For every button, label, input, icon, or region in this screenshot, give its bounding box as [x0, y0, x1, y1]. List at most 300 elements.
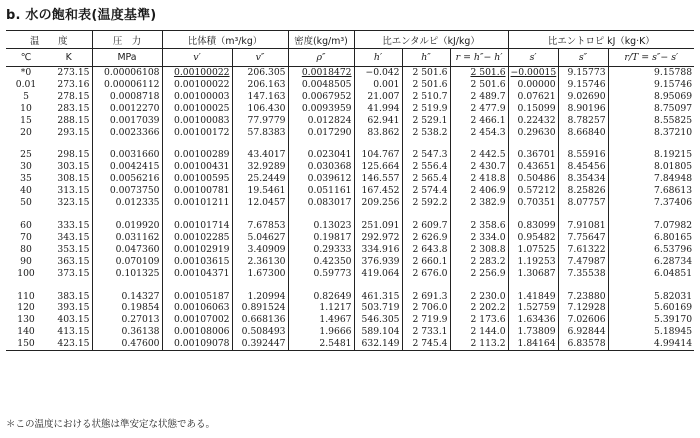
- table-cell: 2 406.9: [450, 185, 508, 197]
- table-cell: 5.04627: [232, 232, 288, 244]
- table-cell: 140: [17, 326, 35, 338]
- table-cell: 209.256: [354, 197, 402, 209]
- table-cell: 0.00100172: [162, 127, 232, 139]
- footnote: ＊この温度における状態は準安定な状態である。: [6, 419, 216, 430]
- table-row: [6, 314, 694, 326]
- header-density: 密度(kg/m³): [288, 31, 354, 49]
- table-cell: 0.82649: [288, 291, 354, 303]
- table-cell: 7.37406: [608, 197, 694, 209]
- table-cell: 1.9666: [288, 326, 354, 338]
- table-cell: 7.02606: [558, 314, 608, 326]
- table-cell: 413.15: [57, 326, 90, 338]
- table-cell: 1.41849: [508, 291, 558, 303]
- table-cell: 1.63436: [508, 314, 558, 326]
- table-cell: 1.1217: [288, 302, 354, 314]
- header-entropy: 比エントロピ kJ（kg·K）: [508, 31, 694, 49]
- table-row: [6, 185, 694, 197]
- table-cell: 6.83578: [558, 338, 608, 350]
- header-rho: ρ″: [288, 49, 354, 67]
- table-cell: 0.00100003: [162, 91, 232, 103]
- table-cell: 0.29333: [288, 244, 354, 256]
- table-cell: 8.25826: [558, 185, 608, 197]
- table-cell: 2 442.5: [450, 149, 508, 161]
- table-cell: 376.939: [354, 256, 402, 268]
- table-cell: 0.392447: [232, 338, 288, 350]
- table-cell: 288.15: [57, 114, 90, 126]
- table-cell: 2 382.9: [450, 197, 508, 209]
- table-cell: 0.017290: [288, 127, 354, 139]
- table-cell: 6.28734: [608, 256, 694, 268]
- table-cell: 1.19253: [508, 256, 558, 268]
- table-cell: 546.305: [354, 314, 402, 326]
- table-cell: 4.99414: [608, 338, 694, 350]
- table-cell: 0.50486: [508, 173, 558, 185]
- table-cell: 2 501.6: [402, 79, 450, 91]
- table-cell: 2 706.0: [402, 302, 450, 314]
- table-cell: 2.5481: [288, 338, 354, 350]
- table-row: [6, 291, 694, 303]
- table-cell: 2 510.7: [402, 91, 450, 103]
- table-cell: 0.051161: [288, 185, 354, 197]
- table-cell: 0.00100431: [162, 161, 232, 173]
- table-cell: 146.557: [354, 173, 402, 185]
- group-spacer: [6, 209, 694, 220]
- table-cell: 0.023041: [288, 149, 354, 161]
- table-cell: 147.163: [232, 91, 288, 103]
- header-row-symbols: [6, 49, 694, 67]
- table-cell: 1.73809: [508, 326, 558, 338]
- table-cell: 251.091: [354, 220, 402, 232]
- table-cell: 43.4017: [232, 149, 288, 161]
- table-cell: 7.67853: [232, 220, 288, 232]
- group-spacer: [6, 138, 694, 149]
- header-celsius: ℃: [6, 49, 46, 67]
- table-cell: 2 256.9: [450, 268, 508, 280]
- table-cell: 0.012335: [92, 197, 162, 209]
- table-row: [6, 173, 694, 185]
- table-cell: 363.15: [57, 255, 90, 267]
- table-cell: 0.0023366: [92, 127, 162, 139]
- table-row: [6, 79, 694, 91]
- table-cell: 2 609.7: [402, 220, 450, 232]
- table-cell: 7.68613: [608, 185, 694, 197]
- table-cell: 2 144.0: [450, 326, 508, 338]
- header-temperature: 温 度: [6, 31, 92, 49]
- table-cell: 333.15: [57, 219, 90, 231]
- table-cell: 0.012824: [288, 115, 354, 127]
- table-cell: 5.60169: [608, 302, 694, 314]
- table-cell: 2 113.2: [450, 338, 508, 350]
- table-cell: 403.15: [57, 314, 90, 326]
- table-cell: 0.030368: [288, 161, 354, 173]
- table-cell: 6.53796: [608, 244, 694, 256]
- table-cell: 273.15: [57, 67, 90, 78]
- table-cell: 2 308.8: [450, 244, 508, 256]
- table-cell: 9.15746: [608, 79, 694, 91]
- table-cell: 293.15: [57, 126, 90, 138]
- table-cell: 0.22432: [508, 115, 558, 127]
- table-cell: 9.02690: [558, 91, 608, 103]
- table-cell: 62.941: [354, 115, 402, 127]
- table-cell: 35: [20, 173, 32, 185]
- table-cell: 8.55825: [608, 115, 694, 127]
- table-cell: 2 430.7: [450, 161, 508, 173]
- table-cell: 2 529.1: [402, 115, 450, 127]
- table-row: [6, 244, 694, 256]
- table-cell: 2 733.1: [402, 326, 450, 338]
- table-cell: 0.83099: [508, 220, 558, 232]
- table-cell: 20: [20, 126, 32, 138]
- table-cell: 120: [17, 302, 35, 314]
- table-cell: 7.61322: [558, 244, 608, 256]
- table-cell: 1.84164: [508, 338, 558, 350]
- table-cell: 0.19817: [288, 232, 354, 244]
- table-cell: 2 501.6: [402, 67, 450, 79]
- table-cell: 0.0093959: [288, 103, 354, 115]
- table-cell: 2 626.9: [402, 232, 450, 244]
- table-row: [6, 326, 694, 338]
- table-cell: 7.23880: [558, 291, 608, 303]
- table-cell: 1.20994: [232, 291, 288, 303]
- table-cell: 100: [17, 267, 35, 279]
- table-cell: 0.0042415: [92, 161, 162, 173]
- table-cell: 7.75647: [558, 232, 608, 244]
- table-cell: 393.15: [57, 302, 90, 314]
- table-cell: 2 489.7: [450, 91, 508, 103]
- table-cell: 0.0048505: [288, 79, 354, 91]
- table-cell: 0.083017: [288, 197, 354, 209]
- table-cell: 2 519.9: [402, 103, 450, 115]
- table-cell: 110: [17, 290, 35, 302]
- table-cell: 2.36130: [232, 256, 288, 268]
- table-cell: 298.15: [57, 149, 90, 161]
- header-v2: v″: [232, 49, 288, 67]
- table-cell: 0.14327: [92, 291, 162, 303]
- table-cell: 2 230.0: [450, 291, 508, 303]
- table-cell: 5.18945: [608, 326, 694, 338]
- table-cell: 3.40909: [232, 244, 288, 256]
- table-row: [6, 161, 694, 173]
- table-cell: 2 538.2: [402, 127, 450, 139]
- table-cell: 8.55916: [558, 149, 608, 161]
- header-mpa: MPa: [92, 49, 162, 67]
- table-cell: 0.00105187: [162, 291, 232, 303]
- table-row: [6, 302, 694, 314]
- table-cell: 2 745.4: [402, 338, 450, 350]
- table-cell: 8.35434: [558, 173, 608, 185]
- table-cell: 1.52759: [508, 302, 558, 314]
- table-row: [6, 197, 694, 209]
- table-cell: 50: [20, 197, 32, 209]
- table-cell: 90: [20, 255, 32, 267]
- header-specific-volume: 比体積（m³/kg）: [162, 31, 288, 49]
- table-row: [6, 256, 694, 268]
- table-cell: 2 660.1: [402, 256, 450, 268]
- table-cell: 2 574.4: [402, 185, 450, 197]
- table-cell: 2 334.0: [450, 232, 508, 244]
- header-h2: h″: [402, 49, 450, 67]
- table-cell: 353.15: [57, 243, 90, 255]
- table-cell: 0.019920: [92, 220, 162, 232]
- table-cell: 0.36701: [508, 149, 558, 161]
- table-cell: 0.101325: [92, 268, 162, 280]
- table-cell: 0.001: [354, 79, 402, 91]
- table-cell: 0.70351: [508, 197, 558, 209]
- table-cell: 6.04851: [608, 268, 694, 280]
- table-body: [6, 67, 694, 351]
- header-r: r = h″− h′: [450, 49, 508, 67]
- header-v1: v′: [162, 49, 232, 67]
- table-cell: 104.767: [354, 149, 402, 161]
- saturation-table: [6, 30, 694, 351]
- table-cell: 8.19215: [608, 149, 694, 161]
- header-h1: h′: [354, 49, 402, 67]
- table-cell: 9.15746: [558, 79, 608, 91]
- table-row: [6, 91, 694, 103]
- table-cell: 125.664: [354, 161, 402, 173]
- table-cell: 461.315: [354, 291, 402, 303]
- table-cell: 5.39170: [608, 314, 694, 326]
- table-cell: 0.36138: [92, 326, 162, 338]
- table-cell: 303.15: [57, 161, 90, 173]
- table-cell: 0.00102919: [162, 244, 232, 256]
- table-cell: 2 676.0: [402, 268, 450, 280]
- table-cell: 77.9779: [232, 115, 288, 127]
- header-row-main: [6, 31, 694, 49]
- header-enthalpy: 比エンタルピ（kJ/kg）: [354, 31, 508, 49]
- table-cell: 12.0457: [232, 197, 288, 209]
- table-cell: 0.00006112: [92, 79, 162, 91]
- header-pressure: 圧 力: [92, 31, 162, 49]
- table-cell: 7.35538: [558, 268, 608, 280]
- table-cell: 9.15788: [608, 67, 694, 79]
- table-cell: 2 358.6: [450, 220, 508, 232]
- table-cell: 0.00107002: [162, 314, 232, 326]
- table-cell: 7.84948: [608, 173, 694, 185]
- table-cell: 206.305: [232, 67, 288, 79]
- table-cell: 283.15: [57, 102, 90, 114]
- table-row: [6, 220, 694, 232]
- table-cell: 0.00104371: [162, 268, 232, 280]
- table-cell: 1.67300: [232, 268, 288, 280]
- table-cell: 8.66840: [558, 127, 608, 139]
- table-cell: 130: [17, 314, 35, 326]
- table-cell: 83.862: [354, 127, 402, 139]
- table-cell: 0.00100022: [162, 67, 232, 79]
- table-cell: 632.149: [354, 338, 402, 350]
- table-cell: 2 719.9: [402, 314, 450, 326]
- table-row: [6, 127, 694, 139]
- table-cell: 0.508493: [232, 326, 288, 338]
- table-cell: 0.00100083: [162, 115, 232, 127]
- table-cell: 2 202.2: [450, 302, 508, 314]
- table-cell: 0.00101211: [162, 197, 232, 209]
- table-cell: 2 501.6: [450, 67, 508, 79]
- table-cell: 0.00100022: [162, 79, 232, 91]
- table-cell: 0.047360: [92, 244, 162, 256]
- table-cell: 0.29630: [508, 127, 558, 139]
- table-cell: 2 454.3: [450, 127, 508, 139]
- table-cell: 25.2449: [232, 173, 288, 185]
- table-row: [6, 149, 694, 161]
- table-cell: 70: [20, 231, 32, 243]
- table-cell: 2 547.3: [402, 149, 450, 161]
- table-cell: 2 477.9: [450, 103, 508, 115]
- table-cell: 0.43651: [508, 161, 558, 173]
- table-cell: 2 283.2: [450, 256, 508, 268]
- table-cell: 8.90196: [558, 103, 608, 115]
- table-cell: 21.007: [354, 91, 402, 103]
- table-cell: 57.8383: [232, 127, 288, 139]
- table-cell: 8.01805: [608, 161, 694, 173]
- table-cell: 7.12928: [558, 302, 608, 314]
- table-cell: 150: [6, 338, 46, 350]
- table-cell: 0.00006108: [92, 67, 162, 79]
- table-cell: 589.104: [354, 326, 402, 338]
- table-cell: 423.15: [46, 338, 92, 350]
- table-cell: 0.0018472: [288, 67, 354, 79]
- table-cell: 0.00100781: [162, 185, 232, 197]
- table-cell: 2 592.2: [402, 197, 450, 209]
- table-row: [6, 115, 694, 127]
- table-cell: 292.972: [354, 232, 402, 244]
- table-cell: 278.15: [57, 90, 90, 102]
- table-cell: 308.15: [57, 173, 90, 185]
- table-cell: 313.15: [57, 185, 90, 197]
- table-row: [6, 268, 694, 280]
- table-cell: *0: [20, 67, 32, 78]
- table-cell: 0.07621: [508, 91, 558, 103]
- table-cell: 80: [20, 243, 32, 255]
- table-cell: 343.15: [57, 231, 90, 243]
- header-rt: r/T = s″− s′: [608, 49, 694, 67]
- table-cell: 0.0031660: [92, 149, 162, 161]
- table-cell: 32.9289: [232, 161, 288, 173]
- table-cell: 323.15: [57, 197, 90, 209]
- table-cell: 6.92844: [558, 326, 608, 338]
- table-cell: 7.91081: [558, 220, 608, 232]
- table-cell: 10: [20, 102, 32, 114]
- table-cell: 7.07982: [608, 220, 694, 232]
- table-cell: 0.0012270: [92, 103, 162, 115]
- header-kelvin: K: [46, 49, 92, 67]
- table-cell: 0.031162: [92, 232, 162, 244]
- table-cell: 2 691.3: [402, 291, 450, 303]
- table-cell: 0.13023: [288, 220, 354, 232]
- table-cell: 6.80165: [608, 232, 694, 244]
- table-cell: 25: [20, 149, 32, 161]
- table-cell: 41.994: [354, 103, 402, 115]
- table-cell: 8.37210: [608, 127, 694, 139]
- table-cell: 106.430: [232, 103, 288, 115]
- table-cell: 1.4967: [288, 314, 354, 326]
- table-cell: 0.57212: [508, 185, 558, 197]
- table-cell: 0.00103615: [162, 256, 232, 268]
- table-cell: 0.00109078: [162, 338, 232, 350]
- table-cell: 0.00102285: [162, 232, 232, 244]
- table-cell: 0.891524: [232, 302, 288, 314]
- table-row: [6, 232, 694, 244]
- table-cell: 373.15: [57, 267, 90, 279]
- table-row: [6, 338, 694, 350]
- table-cell: 0.47600: [92, 338, 162, 350]
- table-cell: 383.15: [57, 290, 90, 302]
- table-cell: 334.916: [354, 244, 402, 256]
- table-cell: 60: [20, 219, 32, 231]
- table-cell: −0.00015: [508, 67, 558, 79]
- table-title: b. 水の飽和表(温度基準): [6, 8, 157, 23]
- table-cell: 0.0017039: [92, 115, 162, 127]
- table-cell: 0.0067952: [288, 91, 354, 103]
- table-cell: 30: [20, 161, 32, 173]
- table-cell: 7.47987: [558, 256, 608, 268]
- table-cell: 2 556.4: [402, 161, 450, 173]
- table-cell: 0.01: [15, 78, 37, 90]
- table-cell: 0.00101714: [162, 220, 232, 232]
- table-cell: 0.27013: [92, 314, 162, 326]
- table-cell: 8.95069: [608, 91, 694, 103]
- table-cell: 0.00106063: [162, 302, 232, 314]
- table-cell: 0.95482: [508, 232, 558, 244]
- table-cell: 5.82031: [608, 291, 694, 303]
- table-cell: 273.16: [57, 78, 90, 90]
- table-cell: 419.064: [354, 268, 402, 280]
- table-cell: 5: [23, 90, 29, 102]
- table-cell: 0.070109: [92, 256, 162, 268]
- table-cell: 167.452: [354, 185, 402, 197]
- table-cell: 19.5461: [232, 185, 288, 197]
- header-s1: s′: [508, 49, 558, 67]
- table-cell: 0.59773: [288, 268, 354, 280]
- table-cell: 0.00100289: [162, 149, 232, 161]
- table-row: [6, 103, 694, 115]
- table-cell: 2 501.6: [450, 79, 508, 91]
- table-cell: 0.0056216: [92, 173, 162, 185]
- table-cell: 0.00100025: [162, 103, 232, 115]
- table-cell: 2 418.8: [450, 173, 508, 185]
- table-cell: 0.42350: [288, 256, 354, 268]
- table-cell: 0.039612: [288, 173, 354, 185]
- table-cell: 2 643.8: [402, 244, 450, 256]
- table-cell: 1.07525: [508, 244, 558, 256]
- table-cell: 503.719: [354, 302, 402, 314]
- table-cell: 0.00100595: [162, 173, 232, 185]
- table-cell: 15: [20, 114, 32, 126]
- table-cell: 0.00108006: [162, 326, 232, 338]
- table-cell: 0.0008718: [92, 91, 162, 103]
- table-cell: 9.15773: [558, 67, 608, 79]
- header-s2: s″: [558, 49, 608, 67]
- group-spacer: [6, 280, 694, 291]
- table-cell: 2 565.4: [402, 173, 450, 185]
- table-cell: 1.30687: [508, 268, 558, 280]
- table-cell: 40: [20, 185, 32, 197]
- table-cell: 8.45456: [558, 161, 608, 173]
- table-cell: 8.78257: [558, 115, 608, 127]
- table-cell: 0.668136: [232, 314, 288, 326]
- table-cell: −0.042: [354, 67, 402, 79]
- table-cell: 2 173.6: [450, 314, 508, 326]
- table-cell: 0.15099: [508, 103, 558, 115]
- table-cell: 2 466.1: [450, 115, 508, 127]
- table-cell: 0.0073750: [92, 185, 162, 197]
- table-cell: 8.75097: [608, 103, 694, 115]
- table-cell: 0.00000: [508, 79, 558, 91]
- table-cell: 0.19854: [92, 302, 162, 314]
- table-row: [6, 67, 694, 79]
- table-cell: 8.07757: [558, 197, 608, 209]
- table-cell: 206.163: [232, 79, 288, 91]
